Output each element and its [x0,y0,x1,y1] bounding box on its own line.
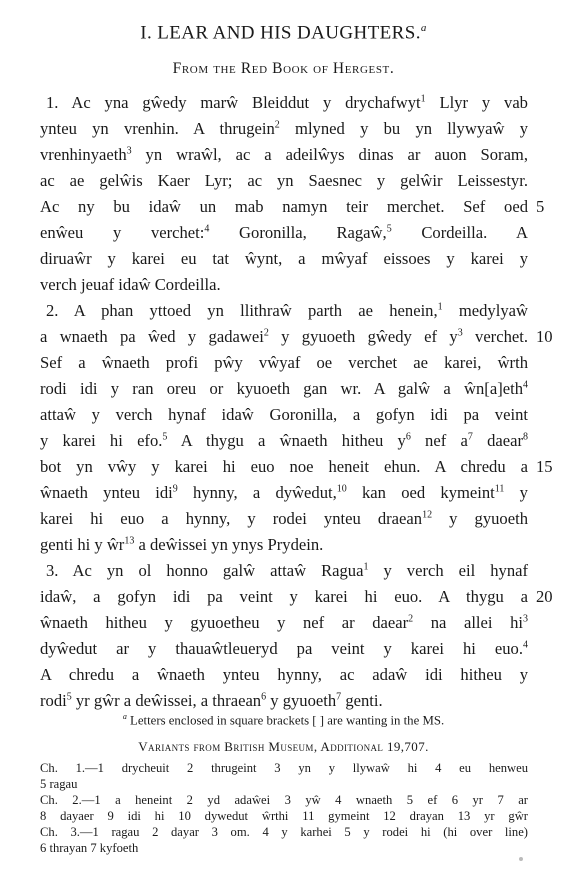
text-line [40,480,528,506]
text-segment: genti. [341,691,383,710]
text-segment: attaŵ y verch hynaf idaŵ Goronilla, a gofyn idi pa veint [40,405,528,424]
text-line [40,142,528,168]
footnote-ref: 8 [523,431,528,443]
chapter-title-text: I. LEAR AND HIS DAUGHTERS. [140,22,421,44]
variant-line: 5 ragau [40,777,78,791]
footnote-ref: 4 [523,639,528,651]
text-segment: karei hi euo a hynny, y rodei ynteu draean [40,509,423,528]
text-segment: ynteu yn vrenhin. A thrugein [40,119,275,138]
text-line [40,168,528,194]
text-line [40,636,528,662]
title-footnote-mark: a [420,22,427,34]
text-segment: idaŵ, a gofyn idi pa veint y karei hi euo. A thygu a [40,587,528,606]
text-segment: kan oed kymeint [346,483,495,502]
text-segment: bot yn vŵy y karei hi euo noe heneit ehun. A chredu a [40,457,528,476]
text-segment: rodi [40,691,67,710]
text-line [40,90,528,116]
chapter-title [0,22,567,44]
text-segment: diruaŵr y karei eu tat ŵynt, a mŵyaf eissoes y karei y [40,249,528,268]
text-segment: y gyuoeth [266,691,337,710]
text-line [40,116,528,142]
footnote-ref: 3 [523,613,528,625]
chapter-subtitle: From the Red Book of Hergest. [172,60,395,77]
footnote-ref: 6 [261,691,267,703]
text-segment: daear [472,431,523,450]
text-segment: Llyr y vab [425,93,528,112]
footnote-ref: 2 [408,613,414,625]
line-number: 15 [536,457,553,476]
variant-line: 8 dayaer 9 idi hi 10 dywedut ŵrthi 11 gymeint 12 drayan 13 yr gŵr [40,809,528,823]
text-segment: Sef a ŵnaeth profi pŵy vŵyaf oe verchet ae karei, ŵrth [40,353,528,372]
text-segment: 1. Ac yna gŵedy marŵ Bleiddut y drychafwyt [46,93,421,112]
footnote-text: Letters enclosed in square brackets [ ] are wanting in the MS. [126,713,445,728]
text-segment: verchet. [462,327,528,346]
text-segment: A chredu a ŵnaeth ynteu hynny, ac adaŵ idi hitheu y [40,665,528,684]
footnote-ref: 5 [66,691,72,703]
line-number: 10 [536,327,553,346]
text-segment: Cordeilla. A [391,223,528,242]
text-segment: yn wraŵl, ac a adeilŵys dinas ar auon Soram, [131,145,528,164]
text-segment: medylyaŵ [442,301,528,320]
footnote-ref: 1 [437,301,443,313]
text-line [40,246,528,272]
text-segment: verch jeuaf idaŵ Cordeilla. [40,275,221,294]
text-segment: rodi idi y ran oreu or kyuoeth gan wr. A galŵ a ŵn[a]eth [40,379,523,398]
text-line [40,558,528,584]
footnote-ref: 4 [523,379,528,391]
footnote-ref: 1 [363,561,369,573]
text-line [40,272,528,298]
footnote-ref: 2 [274,119,280,131]
variant-line: Ch. 2.—1 a heneint 2 yd adaŵei 3 yŵ 4 wnaeth 5 ef 6 yr 7 ar [40,793,528,807]
footnote-ref: 2 [263,327,269,339]
text-line [40,324,528,350]
text-segment: 3. Ac yn ol honno galŵ attaŵ Ragua [46,561,364,580]
text-segment: genti hi y ŵr [40,535,125,554]
footnote-ref: 9 [172,483,178,495]
text-segment: 2. A phan yttoed yn llithraŵ parth ae henein, [46,301,438,320]
footnote-ref: 5 [386,223,392,235]
text-segment: yr gŵr a deŵissei, a thraean [71,691,262,710]
footnote-ref: 10 [336,483,347,495]
text-line [40,220,528,246]
page-speck-ornament [519,857,523,861]
text-segment: na allei hi [413,613,523,632]
footnote-ref: 6 [405,431,411,443]
footnote-ref: 13 [124,535,135,547]
footnote-mark: a [122,712,127,721]
footnote-ref: 12 [422,509,433,521]
footnote-ref: 1 [420,93,426,105]
footnote-ref: 3 [126,145,132,157]
variant-line: Ch. 3.—1 ragau 2 dayar 3 om. 4 y karhei 5 y rodei hi (hi over line) [40,825,528,839]
text-segment: enŵeu y verchet: [40,223,205,242]
text-segment: hynny, a dyŵedut, [177,483,337,502]
text-line [40,688,528,714]
variant-line: 6 thrayan 7 kyfoeth [40,841,139,855]
text-segment: ac ae gelŵis Kaer Lyr; ac yn Saesnec y gelŵir Leissestyr. [40,171,528,190]
text-line [40,610,528,636]
text-line [40,428,528,454]
variants-heading: Variants from British Museum, Additional 19,707. [138,739,429,754]
text-segment: mlyned y bu yn llywyaŵ y [279,119,529,138]
text-segment: A thygu a ŵnaeth hitheu y [167,431,406,450]
text-line [40,532,528,558]
footnote-ref: 3 [457,327,463,339]
text-segment: y gyuoeth gŵedy ef y [268,327,458,346]
footnote-ref: 11 [494,483,505,495]
text-segment: dyŵedut ar y thauaŵtleueryd pa veint y karei hi euo. [40,639,523,658]
text-line [40,454,528,480]
text-segment: vrenhinyaeth [40,145,127,164]
footnote-ref: 7 [467,431,473,443]
footnote-ref: 7 [336,691,342,703]
text-segment: y [504,483,528,502]
text-segment: y karei hi efo. [40,431,163,450]
text-segment: ŵnaeth hitheu y gyuoetheu y nef ar daear [40,613,409,632]
text-segment: Goronilla, Ragaŵ, [209,223,387,242]
line-number: 20 [536,587,553,606]
text-segment: ŵnaeth ynteu idi [40,483,173,502]
text-line [40,376,528,402]
footnote [0,712,567,728]
text-segment: Ac ny bu idaŵ un mab namyn teir merchet. Sef oed [40,197,528,216]
variant-line: Ch. 1.—1 drycheuit 2 thrugeint 3 yn y llywaŵ hi 4 eu henweu [40,761,528,775]
text-line [40,194,528,220]
text-line [40,402,528,428]
text-line [40,584,528,610]
text-segment: y gyuoeth [432,509,528,528]
line-number: 5 [536,197,545,216]
text-line [40,662,528,688]
text-segment: y verch eil hynaf [368,561,529,580]
text-line [40,350,528,376]
text-line [40,506,528,532]
text-segment: a wnaeth pa ŵed y gadawei [40,327,264,346]
text-line [40,298,528,324]
text-segment: nef a [410,431,468,450]
footnote-ref: 5 [162,431,168,443]
footnote-ref: 4 [204,223,210,235]
text-segment: a deŵissei yn ynys Prydein. [134,535,324,554]
